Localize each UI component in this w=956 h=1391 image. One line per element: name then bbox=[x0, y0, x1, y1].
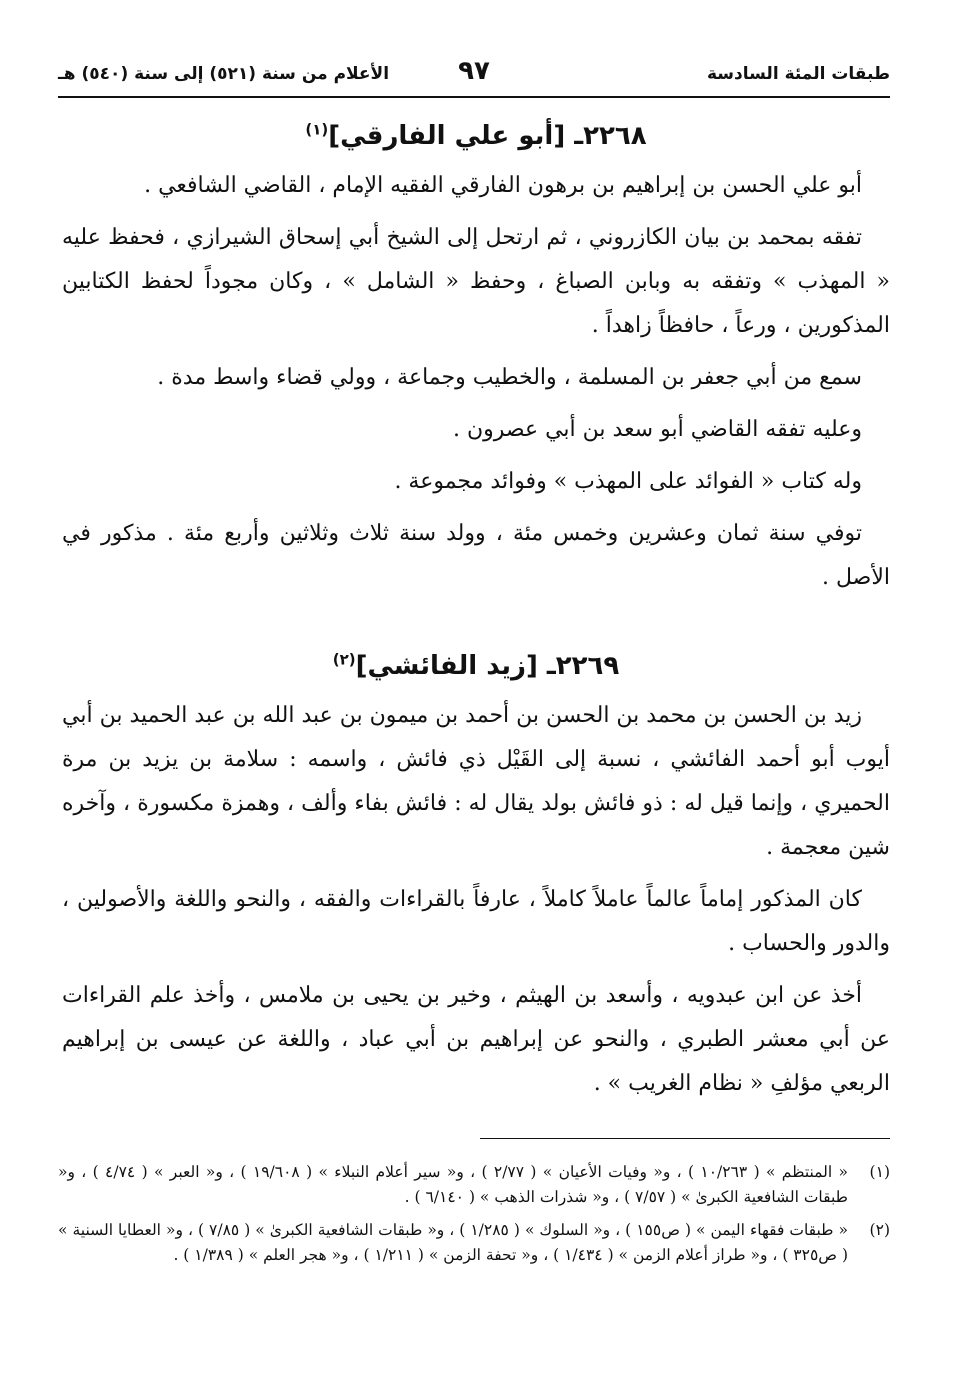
footnotes bbox=[58, 1160, 890, 1276]
paragraph: أخذ عن ابن عبدويه ، وأسعد بن الهيثم ، وخير بن يحيى بن ملامس ، وأخذ علم القراءات عن أبي معشر الطبري ، والنحو عن إبراهيم بن أبي عباد ، واللغة عن عيسى بن إبراهيم الربعي مؤلفِ « نظام الغريب » . bbox=[62, 983, 890, 1096]
paragraph: تفقه بمحمد بن بيان الكازروني ، ثم ارتحل إلى الشيخ أبي إسحاق الشيرازي ، فحفظ عليه « المهذب » وتفقه به وبابن الصباغ ، وحفظ « الشامل » ، وكان مجوداً لحفظ الكتابين المذكورين ، ورعاً ، حافظاً زاهداً . bbox=[62, 225, 890, 338]
footnote-number: (٢) bbox=[869, 1221, 890, 1239]
entry-title-2268 bbox=[62, 114, 890, 158]
header-range-title: الأعلام من سنة (٥٢١) إلى سنة (٥٤٠) هـ bbox=[58, 64, 390, 84]
page-number: ٩٧ bbox=[458, 56, 490, 86]
paragraph: توفي سنة ثمان وعشرين وخمس مئة ، وولد سنة ثلاث وثلاثين وأربع مئة . مذكور في الأصل . bbox=[62, 521, 890, 590]
footnote-ref: (١) bbox=[305, 120, 329, 139]
footnote-number: (١) bbox=[869, 1163, 890, 1181]
footnote-1 bbox=[58, 1160, 890, 1210]
header-divider bbox=[58, 96, 890, 98]
footnote-2 bbox=[58, 1218, 890, 1268]
footnote-ref: (٢) bbox=[332, 650, 356, 669]
entry-title-text: ٢٢٦٩ـ [زيد الفائشي] bbox=[355, 651, 620, 681]
paragraph: زيد بن الحسن بن محمد بن الحسن بن أحمد بن ميمون بن عبد الله بن عبد الحميد بن أبي أيوب أبو أحمد الفائشي ، نسبة إلى القَيْل ذي فائش ، واسمه : سلامة بن يزيد بن مرة الحميري ، وإنما قيل له : ذو فائش بولد يقال له : فائش بفاء وألف ، وهمزة مكسورة ، وآخره شين معجمة . bbox=[62, 703, 890, 860]
paragraph: سمع من أبي جعفر بن المسلمة ، والخطيب وجماعة ، وولي قضاء واسط مدة . bbox=[157, 365, 862, 390]
footnote-divider bbox=[480, 1138, 890, 1139]
running-header bbox=[58, 58, 890, 94]
main-text bbox=[62, 114, 890, 1114]
paragraph: كان المذكور إماماً عالماً عاملاً كاملاً ، عارفاً بالقراءات والفقه ، والنحو واللغة والأصولين ، والدور والحساب . bbox=[62, 887, 890, 956]
footnote-text: « طبقات فقهاء اليمن » ( ص١٥٥ ) ، و« السلوك » ( ١/٢٨٥ ) ، و« طبقات الشافعية الكبرىٰ » ( ٧/٨٥ ) ، و« العطايا السنية » ( ص٣٢٥ ) ، و« طراز أعلام الزمن » ( ١/٤٣٤ ) ، و« تحفة الزمن » ( ١/٢١١ ) ، و« هجر العلم » ( ١/٣٨٩ ) . bbox=[58, 1221, 849, 1264]
paragraph: أبو علي الحسن بن إبراهيم بن برهون الفارقي الفقيه الإمام ، القاضي الشافعي . bbox=[144, 173, 862, 198]
paragraph: وله كتاب « الفوائد على المهذب » وفوائد مجموعة . bbox=[394, 469, 862, 494]
footnote-text: « المنتظم » ( ١٠/٢٦٣ ) ، و« وفيات الأعيان » ( ٢/٧٧ ) ، و« سير أعلام النبلاء » ( ١٩/٦٠٨ ) ، و« العبر » ( ٤/٧٤ ) ، و« طبقات الشافعية الكبرىٰ » ( ٧/٥٧ ) ، و« شذرات الذهب » ( ٦/١٤٠ ) . bbox=[58, 1163, 848, 1206]
entry-title-2269 bbox=[62, 644, 890, 688]
paragraph: وعليه تفقه القاضي أبو سعد بن أبي عصرون . bbox=[452, 417, 862, 442]
entry-title-text: ٢٢٦٨ـ [أبو علي الفارقي] bbox=[328, 121, 647, 151]
header-section-title: طبقات المئة السادسة bbox=[707, 64, 890, 84]
